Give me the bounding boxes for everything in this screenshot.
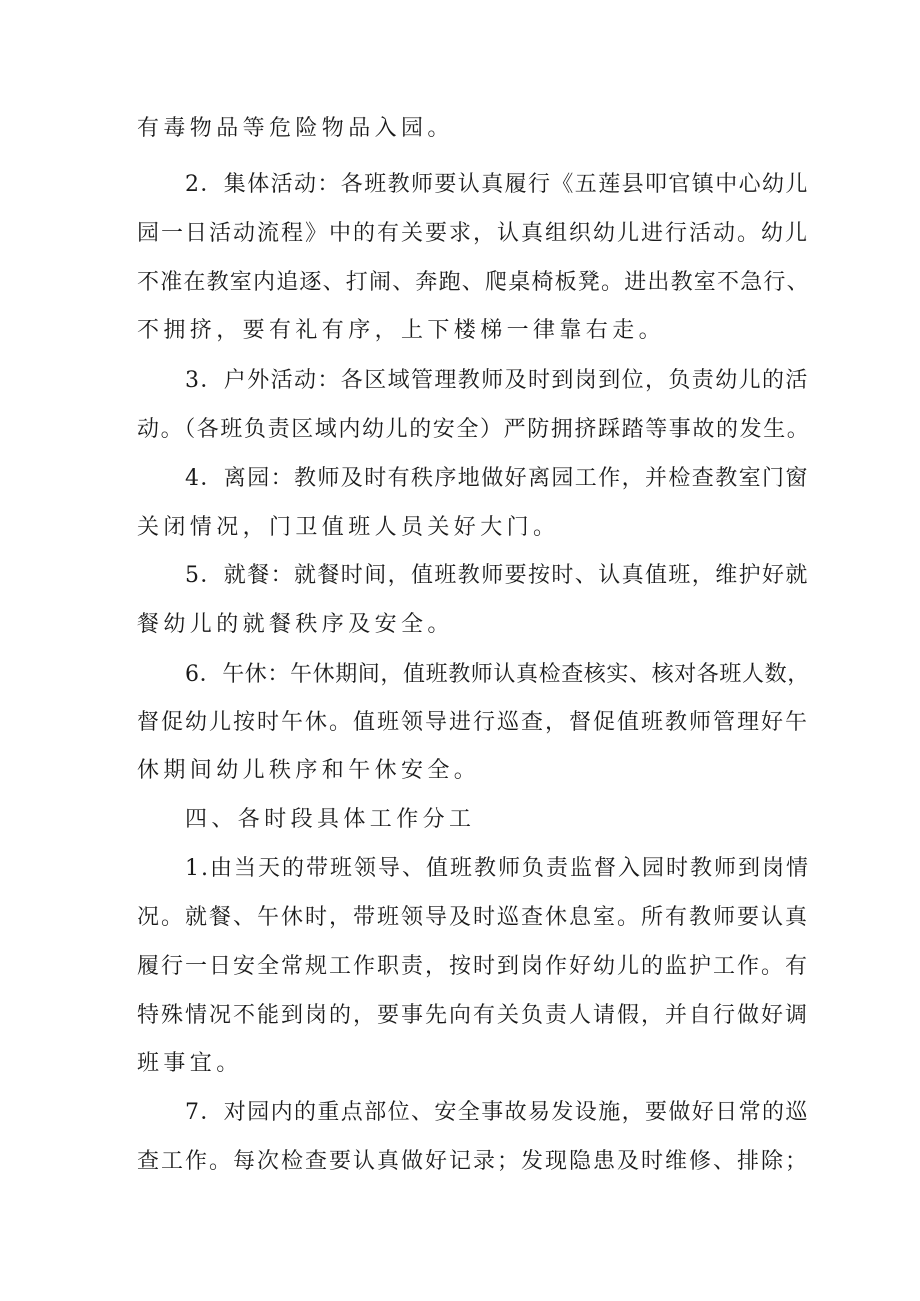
paragraph-line: 餐幼儿的就餐秩序及安全。 (137, 612, 454, 637)
paragraph-line: 1.由当天的带班领导、值班教师负责监督入园时教师到岗情 (185, 856, 810, 881)
paragraph-line: 7．对园内的重点部位、安全事故易发设施，要做好日常的巡 (185, 1100, 809, 1125)
section-heading: 四、各时段具体工作分工 (185, 807, 476, 832)
paragraph-line: 班事宜。 (137, 1051, 243, 1076)
paragraph-line: 5．就餐：就餐时间，值班教师要按时、认真值班，维护好就 (185, 563, 809, 588)
paragraph-line: 2．集体活动：各班教师要认真履行《五莲县叩官镇中心幼儿 (185, 172, 809, 197)
paragraph-line: 3．户外活动：各区域管理教师及时到岗到位，负责幼儿的活 (185, 368, 809, 393)
paragraph-line: 6．午休：午休期间，值班教师认真检查核实、核对各班人数， (185, 662, 810, 687)
paragraph-line: 不准在教室内追逐、打闹、奔跑、爬桌椅板凳。进出教室不急行、 (137, 270, 810, 295)
paragraph-line: 不拥挤，要有礼有序，上下楼梯一律靠右走。 (137, 318, 666, 343)
paragraph-line: 关闭情况，门卫值班人员关好大门。 (137, 515, 560, 540)
paragraph-line: 况。就餐、午休时，带班领导及时巡查休息室。所有教师要认真 (137, 905, 810, 930)
paragraph-line: 有毒物品等危险物品入园。 (137, 116, 454, 141)
paragraph-line: 查工作。每次检查要认真做好记录；发现隐患及时维修、排除； (137, 1149, 810, 1174)
paragraph-line: 特殊情况不能到岗的，要事先向有关负责人请假，并自行做好调 (137, 1003, 810, 1028)
paragraph-line: 4．离园：教师及时有秩序地做好离园工作，并检查教室门窗 (185, 466, 809, 491)
paragraph-line: 园一日活动流程》中的有关要求，认真组织幼儿进行活动。幼儿 (137, 221, 810, 246)
paragraph-line: 督促幼儿按时午休。值班领导进行巡查，督促值班教师管理好午 (137, 710, 810, 735)
paragraph-line: 休期间幼儿秩序和午休安全。 (137, 758, 481, 783)
paragraph-line: 动。（各班负责区域内幼儿的安全）严防拥挤踩踏等事故的发生。 (137, 417, 811, 442)
paragraph-line: 履行一日安全常规工作职责，按时到岗作好幼儿的监护工作。有 (137, 954, 810, 979)
